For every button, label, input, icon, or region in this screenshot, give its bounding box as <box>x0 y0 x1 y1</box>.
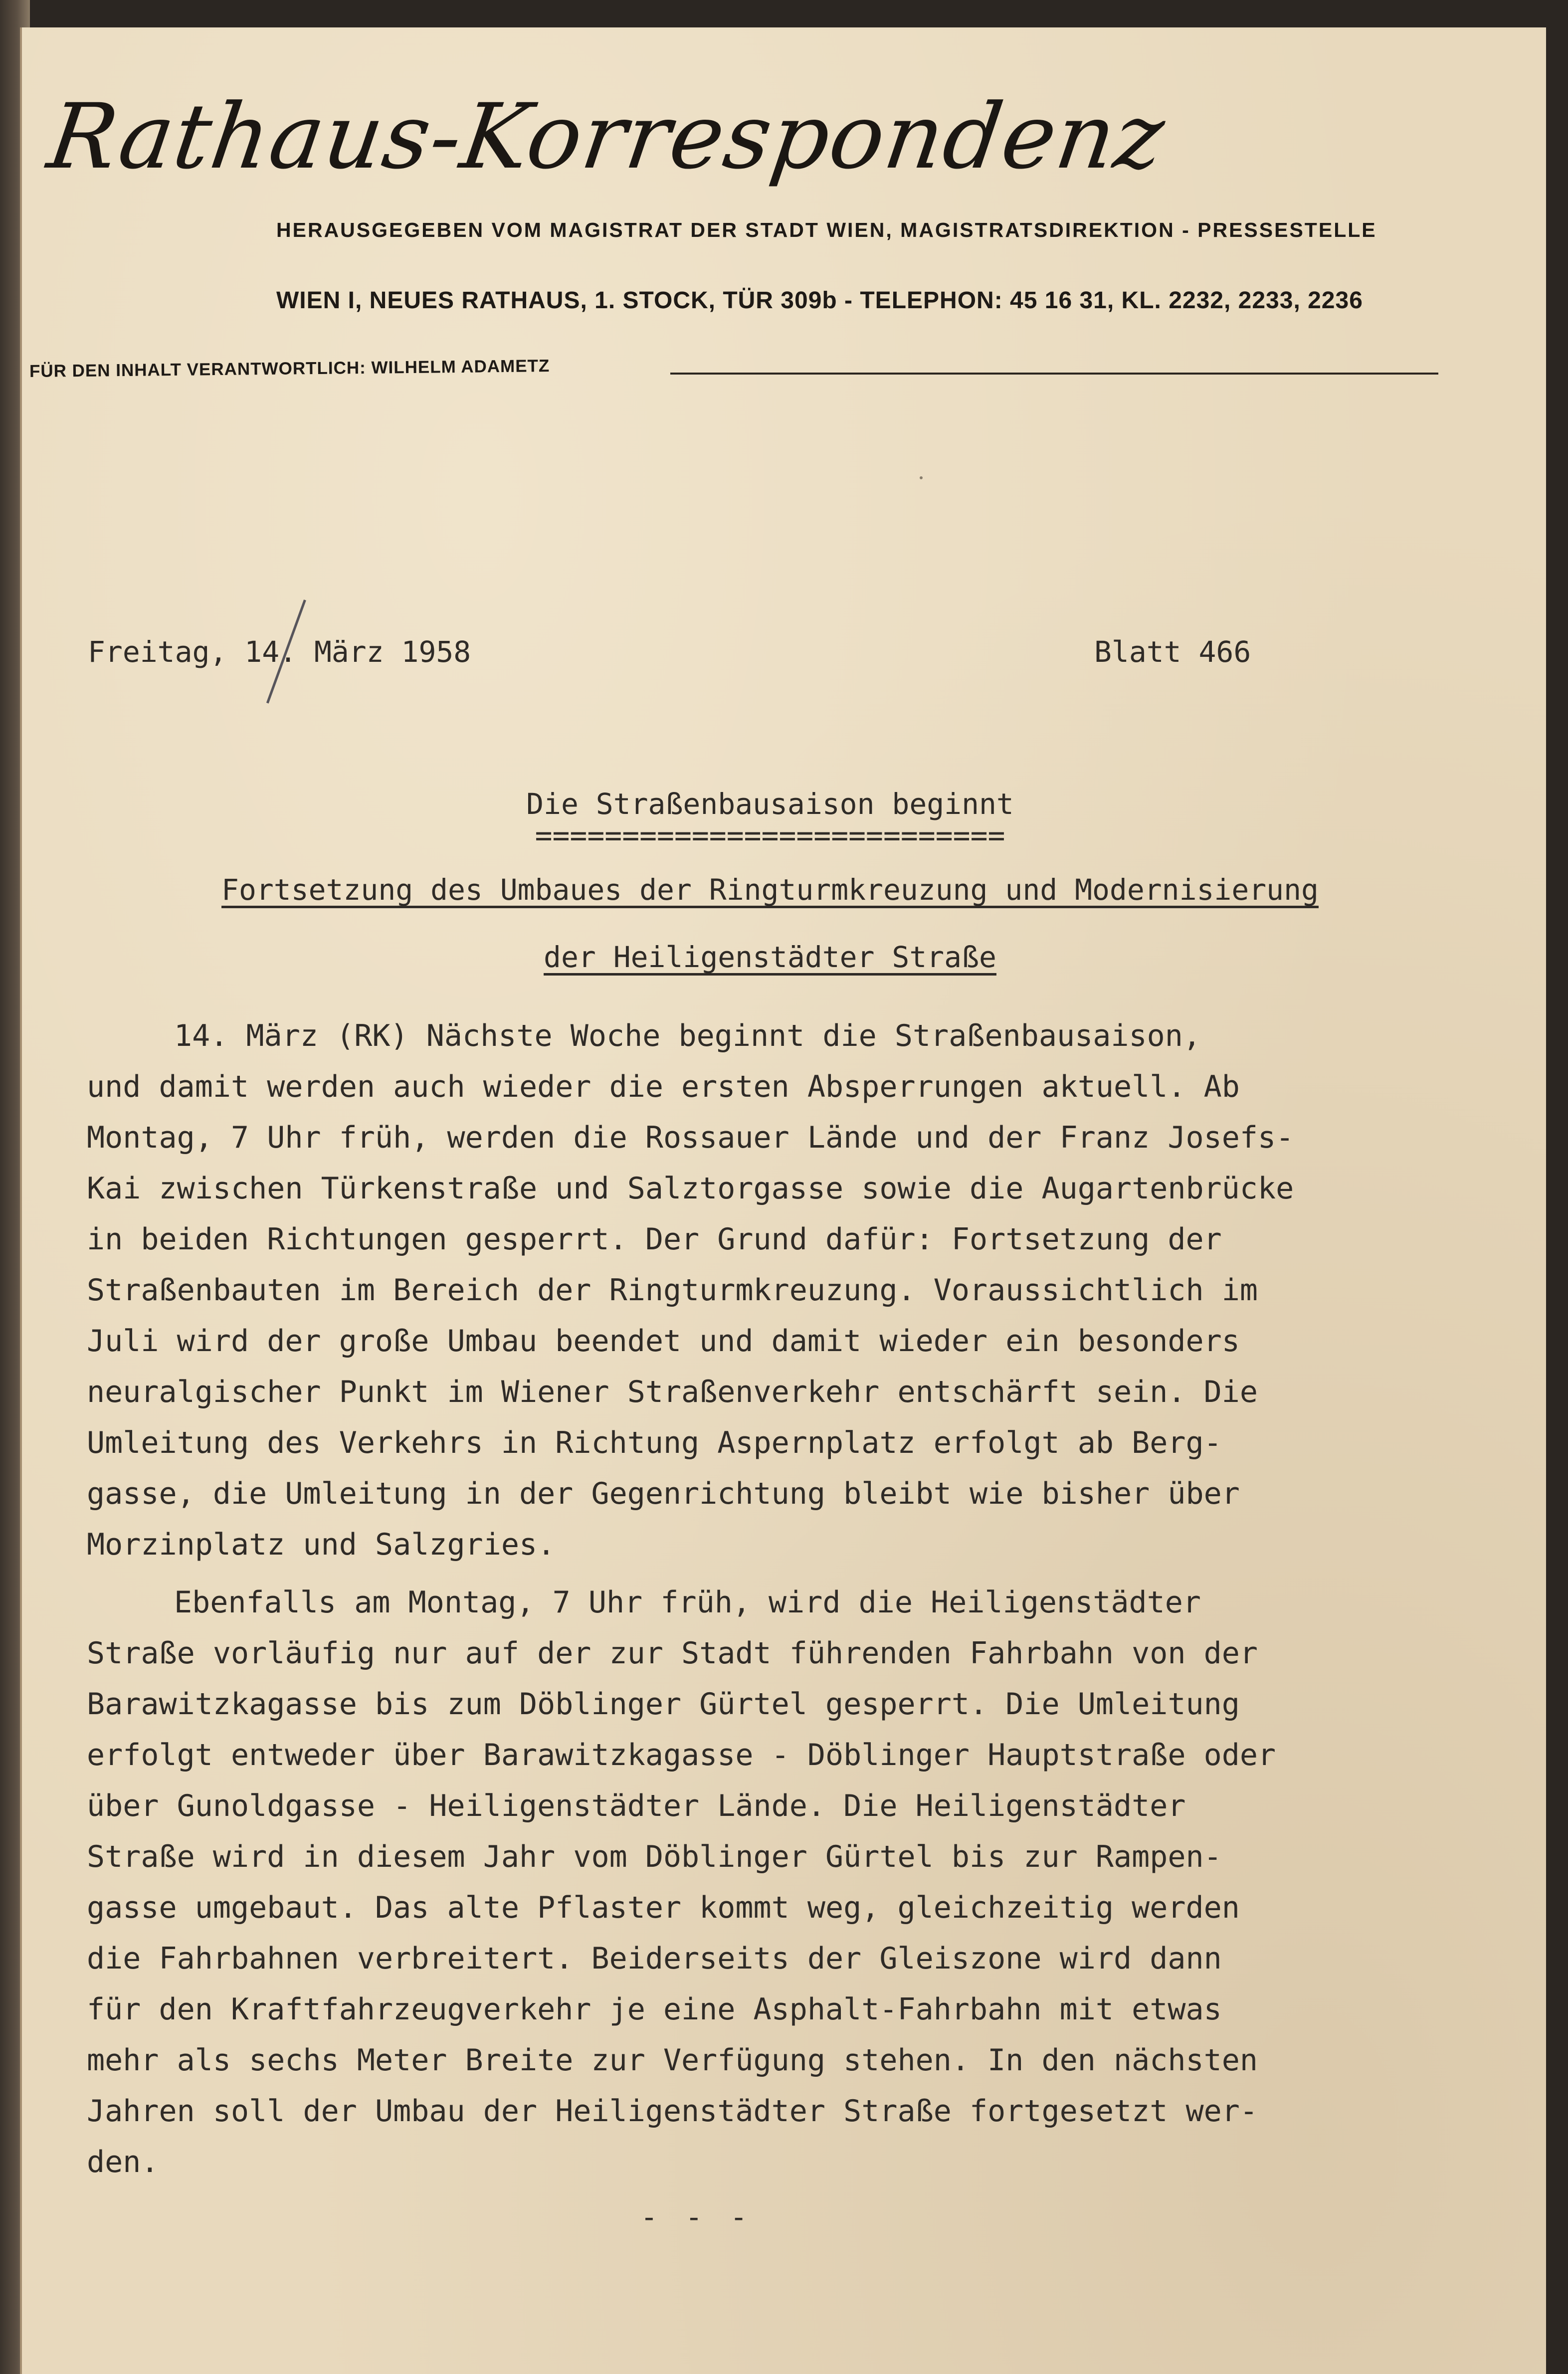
body-line: Kai zwischen Türkenstraße und Salztorgasse sowie die Augartenbrücke <box>87 1171 1294 1206</box>
body-line: Straße wird in diesem Jahr vom Döblinger Gürtel bis zur Rampen- <box>87 1839 1222 1874</box>
body-line: Morzinplatz und Salzgries. <box>87 1527 556 1562</box>
headline-double-rule: =========================== <box>535 818 1005 852</box>
header-rule <box>670 373 1438 375</box>
body-line: Jahren soll der Umbau der Heiligenstädter Straße fortgesetzt wer- <box>87 2094 1258 2129</box>
body-line: Juli wird der große Umbau beendet und damit wieder ein besonders <box>87 1324 1240 1359</box>
body-line: gasse umgebaut. Das alte Pflaster kommt weg, gleichzeitig werden <box>87 1890 1240 1925</box>
body-line: und damit werden auch wieder die ersten Absperrungen aktuell. Ab <box>87 1069 1240 1104</box>
body-line: Ebenfalls am Montag, 7 Uhr früh, wird die Heiligenstädter <box>174 1585 1201 1620</box>
paper-speck <box>920 476 923 479</box>
body-line: gasse, die Umleitung in der Gegenrichtung bleibt wie bisher über <box>87 1476 1240 1511</box>
end-mark: - - - <box>640 2200 753 2234</box>
body-line: erfolgt entweder über Barawitzkagasse - Döblinger Hauptstraße oder <box>87 1738 1276 1773</box>
body-line: die Fahrbahnen verbreitert. Beiderseits der Gleiszone wird dann <box>87 1941 1222 1976</box>
responsible-line: FÜR DEN INHALT VERANTWORTLICH: WILHELM ADAMETZ <box>29 356 550 381</box>
body-line: für den Kraftfahrzeugverkehr je eine Asphalt-Fahrbahn mit etwas <box>87 1992 1222 2027</box>
masthead-title: Rathaus-Korrespondenz <box>42 85 1172 189</box>
body-line: den. <box>87 2145 159 2179</box>
body-line: über Gunoldgasse - Heiligenstädter Lände. Die Heiligenstädter <box>87 1788 1186 1823</box>
date-line: Freitag, 14. März 1958 <box>88 635 471 669</box>
body-line: Montag, 7 Uhr früh, werden die Rossauer Lände und der Franz Josefs- <box>87 1120 1294 1155</box>
body-line: Straße vorläufig nur auf der zur Stadt führenden Fahrbahn von der <box>87 1636 1258 1671</box>
publisher-line: HERAUSGEGEBEN VOM MAGISTRAT DER STADT WIEN, MAGISTRATSDIREKTION - PRESSESTELLE <box>276 218 1377 241</box>
subheadline-line-2: der Heiligenstädter Straße <box>544 940 996 974</box>
address-line: WIEN I, NEUES RATHAUS, 1. STOCK, TÜR 309b - TELEPHON: 45 16 31, KL. 2232, 2233, 2236 <box>276 287 1363 314</box>
subheadline-line-1: Fortsetzung des Umbaues der Ringturmkreuzung und Modernisierung <box>221 873 1319 907</box>
headline: Die Straßenbausaison beginnt <box>526 787 1014 821</box>
sheet-number: Blatt 466 <box>1094 635 1251 669</box>
body-line: neuralgischer Punkt im Wiener Straßenverkehr entschärft sein. Die <box>87 1375 1258 1409</box>
body-line: Barawitzkagasse bis zum Döblinger Gürtel gesperrt. Die Umleitung <box>87 1687 1240 1722</box>
body-line: Umleitung des Verkehrs in Richtung Aspernplatz erfolgt ab Berg- <box>87 1425 1222 1460</box>
body-line: 14. März (RK) Nächste Woche beginnt die Straßenbausaison, <box>174 1018 1201 1053</box>
body-line: Straßenbauten im Bereich der Ringturmkreuzung. Voraussichtlich im <box>87 1273 1258 1308</box>
body-line: mehr als sechs Meter Breite zur Verfügung stehen. In den nächsten <box>87 2043 1258 2078</box>
document-page <box>20 27 1546 2374</box>
body-line: in beiden Richtungen gesperrt. Der Grund dafür: Fortsetzung der <box>87 1222 1222 1257</box>
